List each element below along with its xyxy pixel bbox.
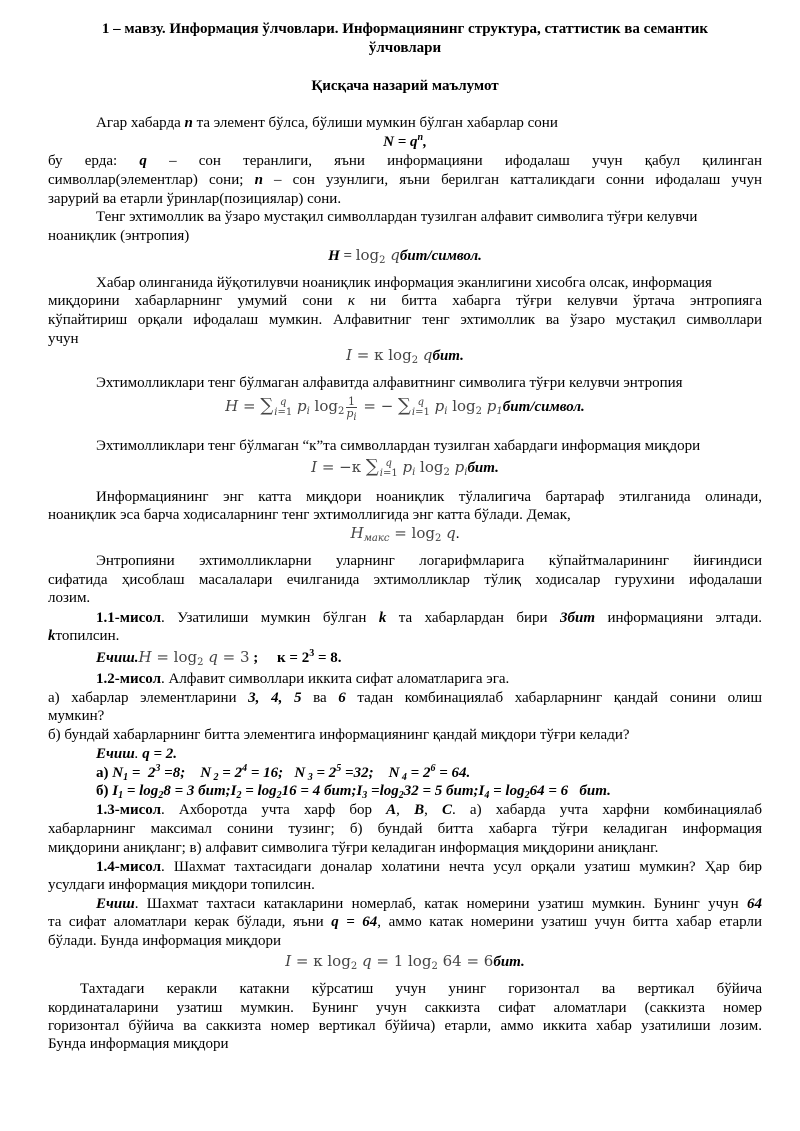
ex1-line1: 1.1-мисол. Узатилиши мумкин бўлган k та хабарлардан бири 3бит информацияни элтади.	[96, 610, 762, 626]
ex4-line2: усулдаги информация миқдори топилсин.	[48, 877, 315, 893]
p3-line3: кўпайтириш орқали ифодалаш мумкин. Алфавитниг тенг эхтимоллик ва ўзаро мустақил символлари	[48, 312, 762, 328]
ex4-formula-unit: бит.	[493, 954, 525, 970]
p3-formula: I = к $\log_2$ qбит.	[346, 346, 464, 366]
p6-line1: Информациянинг энг катта миқдори ноаниқлик тўлалигича бартараф этилганида олинади,	[96, 489, 762, 505]
p3-formula-unit: бит.	[432, 348, 464, 364]
p2-line2: ноаниқлик (энтропия)	[48, 228, 190, 244]
ex3-line3: миқдорини аниқланг; в) алфавит символига тўғри келадиган информация миқдорини аниқланг.	[48, 840, 659, 856]
p4-formula-unit: бит/символ.	[502, 398, 585, 415]
ex2-b-line: б) бундай хабарларнинг битта элементига информациянинг қандай миқдори тўғри келади?	[48, 727, 630, 743]
ex1-line2: kтопилсин.	[48, 628, 120, 644]
ex1-solution: Ечиш.H = $\log_2 q = 3$ ; $к = 2^3 = 8$.	[96, 648, 342, 668]
p2-formula: $H = \log_2$ qбит/символ.	[328, 246, 482, 266]
doc-title-line1: 1 – мавзу. Информация ўлчовлари. Информациянинг структура, статтистик ва семантик	[101, 21, 709, 37]
p7-line1: Энтропияни эхтимолликларни уларнинг логарифмларига кўпайтмаларининг йиғиндиси	[96, 553, 762, 569]
p1-formula: $N = q^n$,	[383, 132, 427, 150]
p5-line1: Эхтимолликлари тенг бўлмаган “к”та символлардан тузилган хабардаги информация миқдори	[96, 438, 701, 454]
plast-line4: Бунда информация миқдори	[48, 1036, 229, 1052]
p7-line2: сифатида ҳисоблаш масалалари ечилганида эхтимолликлар тўлиқ ходисалар гурухини ифодалаши	[48, 572, 762, 588]
ex3-line2: хабарларнинг максимал сонини тузинг; б) бундай битта хабарга тўғри келадиган информация	[48, 821, 762, 837]
p3-line1: Хабар олинганида йўқотилувчи ноаниқлик информация эканлигини хисобга олсак, информация	[96, 275, 712, 291]
plast-line2: кординаталарини узатиш мумкин. Бунинг учун саккизта сифат аломатлари (саккизта номер	[48, 1000, 762, 1016]
ex3-line1: 1.3-мисол. Ахборотда учта харф бор A, B, C. а) хабарда учта харфни комбинациялаб	[96, 802, 763, 818]
ex2-answer-b: б) $I_1 = \log_28 = 3$ $бит;I_2 = \log_216 = 4$ $бит;I_3 =\log_232 = 5$ $бит;I_4 = \log_264 = 6$ бит.	[96, 783, 611, 801]
p1-line4: зарурий ва етарли ўринлар(позициялар) сони.	[48, 191, 342, 207]
p1-line1: Агар хабарда n та элемент бўлса, бўлиши мумкин бўлган хабарлар сони	[96, 115, 558, 131]
ex4-formula: I = к $\log_2 q = 1$ $\log_2 64 = 6бит$.	[285, 952, 525, 972]
p1-line2: бу ерда: q – сон теранлиги, яъни информацияни ифодалаш учун қабул қилинган	[48, 153, 762, 169]
ex2-label: 1.2-мисол	[96, 671, 161, 687]
plast-line1: Тахтадаги керакли катакни кўрсатиш учун унинг горизонтал ва вертикал бўйича	[80, 981, 762, 997]
ex2-a-line2: мумкин?	[48, 708, 105, 724]
ex3-label: 1.3-мисол	[96, 802, 161, 818]
ex4-line1: 1.4-мисол. Шахмат тахтасидаги доналар холатини нечта усул орқали узатиш мумкин? Ҳар бир	[96, 859, 762, 875]
p4-line1: Эхтимолликлари тенг бўлмаган алфавитда алфавитнинг символига тўғри келувчи энтропия	[96, 375, 683, 391]
doc-title-line2: ўлчовлари	[368, 40, 442, 56]
ex2-a-line1: а) хабарлар элементларини 3, 4, 5 ва 6 тадан комбинациялаб хабарларнинг қандай сонини олиш	[48, 690, 762, 706]
p6-formula: $H_{макс} = \log_2 q$.	[350, 524, 460, 544]
ex2-answer-a: а) $N_1 = 2^3 =8$; N $_2 = 2^4 = 16$; N $_3 = 2^5 =32$; N $_4 = 2^6 = 64$.	[96, 763, 471, 783]
p1-line3: символлар(элементлар) сони; n – сон узунлиги, яъни берилган катталикдаги сонни ифодалаш учун	[48, 172, 762, 188]
p5-formula: I = −к ∑ q i=1 $p_i$ $\log_2 p_iбит$.	[311, 456, 499, 479]
ex2-solution: Ечиш. q = 2.	[96, 746, 178, 762]
ex4-sol-line3: бўлади. Бунда информация миқдори	[48, 933, 282, 949]
p2-formula-unit: бит/символ.	[399, 248, 482, 264]
p6-line2: ноаниқлик эса барча ходисаларнинг тенг эхтимоллигида энг катта бўлади. Демак,	[48, 507, 571, 523]
p7-line3: лозим.	[48, 590, 91, 606]
p4-formula: H = ∑ q i=1 $p_i$ $\log_2$ $\frac{1}{p_i}$ = − ∑ q i=1 $p_i$ $\log_2$ $p_1бит$/символ.	[225, 394, 585, 423]
doc-subtitle: Қисқача назарий маълумот	[311, 78, 499, 94]
ex4-sol-line2: та сифат аломатлари керак бўлади, яъни q = 64, аммо катак номерини узатиш учун битта хабар етарли	[48, 914, 762, 930]
p3-line4: учун	[48, 331, 79, 347]
ex4-sol-line1: Ечиш. Шахмат тахтаси катакларини номерлаб, катак номерини узатиш мумкин. Бунинг учун 64	[96, 896, 762, 912]
p5-formula-unit: бит.	[467, 460, 499, 476]
ex1-label: 1.1-мисол	[96, 610, 161, 626]
ex1-solution-label: Ечиш.	[96, 650, 139, 666]
p2-line1: Тенг эхтимоллик ва ўзаро мустақил символлардан тузилган алфавит символига тўғри келувчи	[96, 209, 698, 225]
ex4-label: 1.4-мисол	[96, 859, 161, 875]
p3-line2: миқдорини хабарларнинг умумий сони к ни битта хабарга тўғри келувчи ўртача энтропияга	[48, 293, 762, 309]
plast-line3: горизонтал бўйича ва саккизта номер вертикал бўйича) етарли, аммо иккита хабар узатилиши лозим.	[48, 1018, 762, 1034]
ex2-intro: 1.2-мисол. Алфавит символлари иккита сифат аломатларига эга.	[96, 671, 510, 687]
